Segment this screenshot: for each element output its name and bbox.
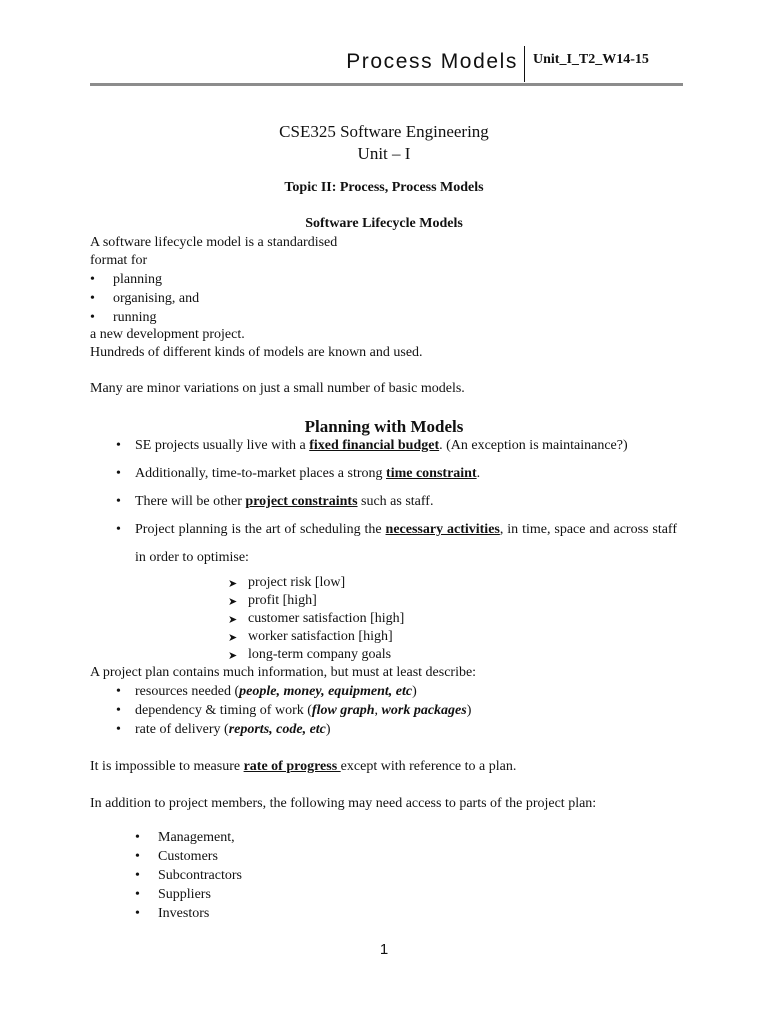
key-term: rate of progress [243,759,341,774]
arrow-bullet-icon: ➤ [228,595,238,608]
lifecycle-line1: A software lifecycle model is a standardised [90,235,338,250]
plan-item-resources: resources needed (people, money, equipment, etc) [135,684,417,699]
bullet-dot: • [116,722,121,737]
arrow-bullet-icon: ➤ [228,649,238,662]
plan-item-dependency: dependency & timing of work (flow graph, work packages) [135,703,472,718]
planning-bullet-budget: SE projects usually live with a fixed financial budget. (An exception is maintainance?) [135,438,628,453]
arrow-bullet-icon: ➤ [228,613,238,626]
plan-item-rate: rate of delivery (reports, code, etc) [135,722,331,737]
plan-intro: A project plan contains much information, but must at least describe: [90,665,477,680]
access-item: Subcontractors [158,868,242,883]
lifecycle-line2: format for [90,253,148,268]
bullet-dot: • [116,494,121,509]
key-term: time constraint [386,466,477,481]
planning-bullet-activities: Project planning is the art of scheduling the necessary activities, in time, space and across staff in order to optimise: [135,522,678,565]
planning-heading: Planning with Models [304,417,464,436]
bullet-dot: • [135,868,140,883]
bullet-dot: • [90,272,95,287]
access-item: Investors [158,906,210,921]
bullet-dot: • [135,887,140,902]
progress-sentence: It is impossible to measure rate of progress except with reference to a plan. [90,759,517,774]
topic-title: Topic II: Process, Process Models [284,180,484,195]
planning-bullet-time: Additionally, time-to-market places a strong time constraint. [135,466,481,481]
header-title: Process Models [346,50,518,73]
arrow-bullet-icon: ➤ [228,631,238,644]
unit-title: Unit – I [357,144,411,163]
page-number: 1 [379,941,389,958]
optimise-item: customer satisfaction [high] [248,611,405,626]
optimise-item: project risk [low] [248,575,346,590]
bullet-dot: • [116,438,121,453]
lifecycle-item: organising, and [113,291,200,306]
key-term: project constraints [245,494,358,509]
access-item: Management, [158,830,235,845]
lifecycle-line4: Hundreds of different kinds of models are known and used. [90,345,423,360]
optimise-item: long-term company goals [248,647,392,662]
planning-bullet-constraints: There will be other project constraints such as staff. [135,494,434,509]
bullet-dot: • [90,291,95,306]
lifecycle-line5: Many are minor variations on just a small number of basic models. [90,381,465,396]
header-rule [90,83,683,86]
bullet-dot: • [90,310,95,325]
optimise-item: worker satisfaction [high] [248,629,393,644]
header-divider [524,46,525,82]
bullet-dot: • [116,703,121,718]
lifecycle-item: running [113,310,157,325]
optimise-item: profit [high] [248,593,317,608]
key-term: fixed financial budget [309,438,440,453]
access-intro: In addition to project members, the following may need access to parts of the project plan: [90,796,597,811]
bullet-dot: • [135,830,140,845]
course-title: CSE325 Software Engineering [279,122,489,141]
key-term: necessary activities [385,522,500,537]
access-item: Suppliers [158,887,211,902]
lifecycle-heading: Software Lifecycle Models [305,216,463,231]
lifecycle-item: planning [113,272,162,287]
bullet-dot: • [135,906,140,921]
access-item: Customers [158,849,218,864]
bullet-dot: • [116,684,121,699]
bullet-dot: • [116,522,121,537]
header-code: Unit_I_T2_W14-15 [533,52,649,67]
bullet-dot: • [116,466,121,481]
arrow-bullet-icon: ➤ [228,577,238,590]
bullet-dot: • [135,849,140,864]
lifecycle-line3: a new development project. [90,327,245,342]
